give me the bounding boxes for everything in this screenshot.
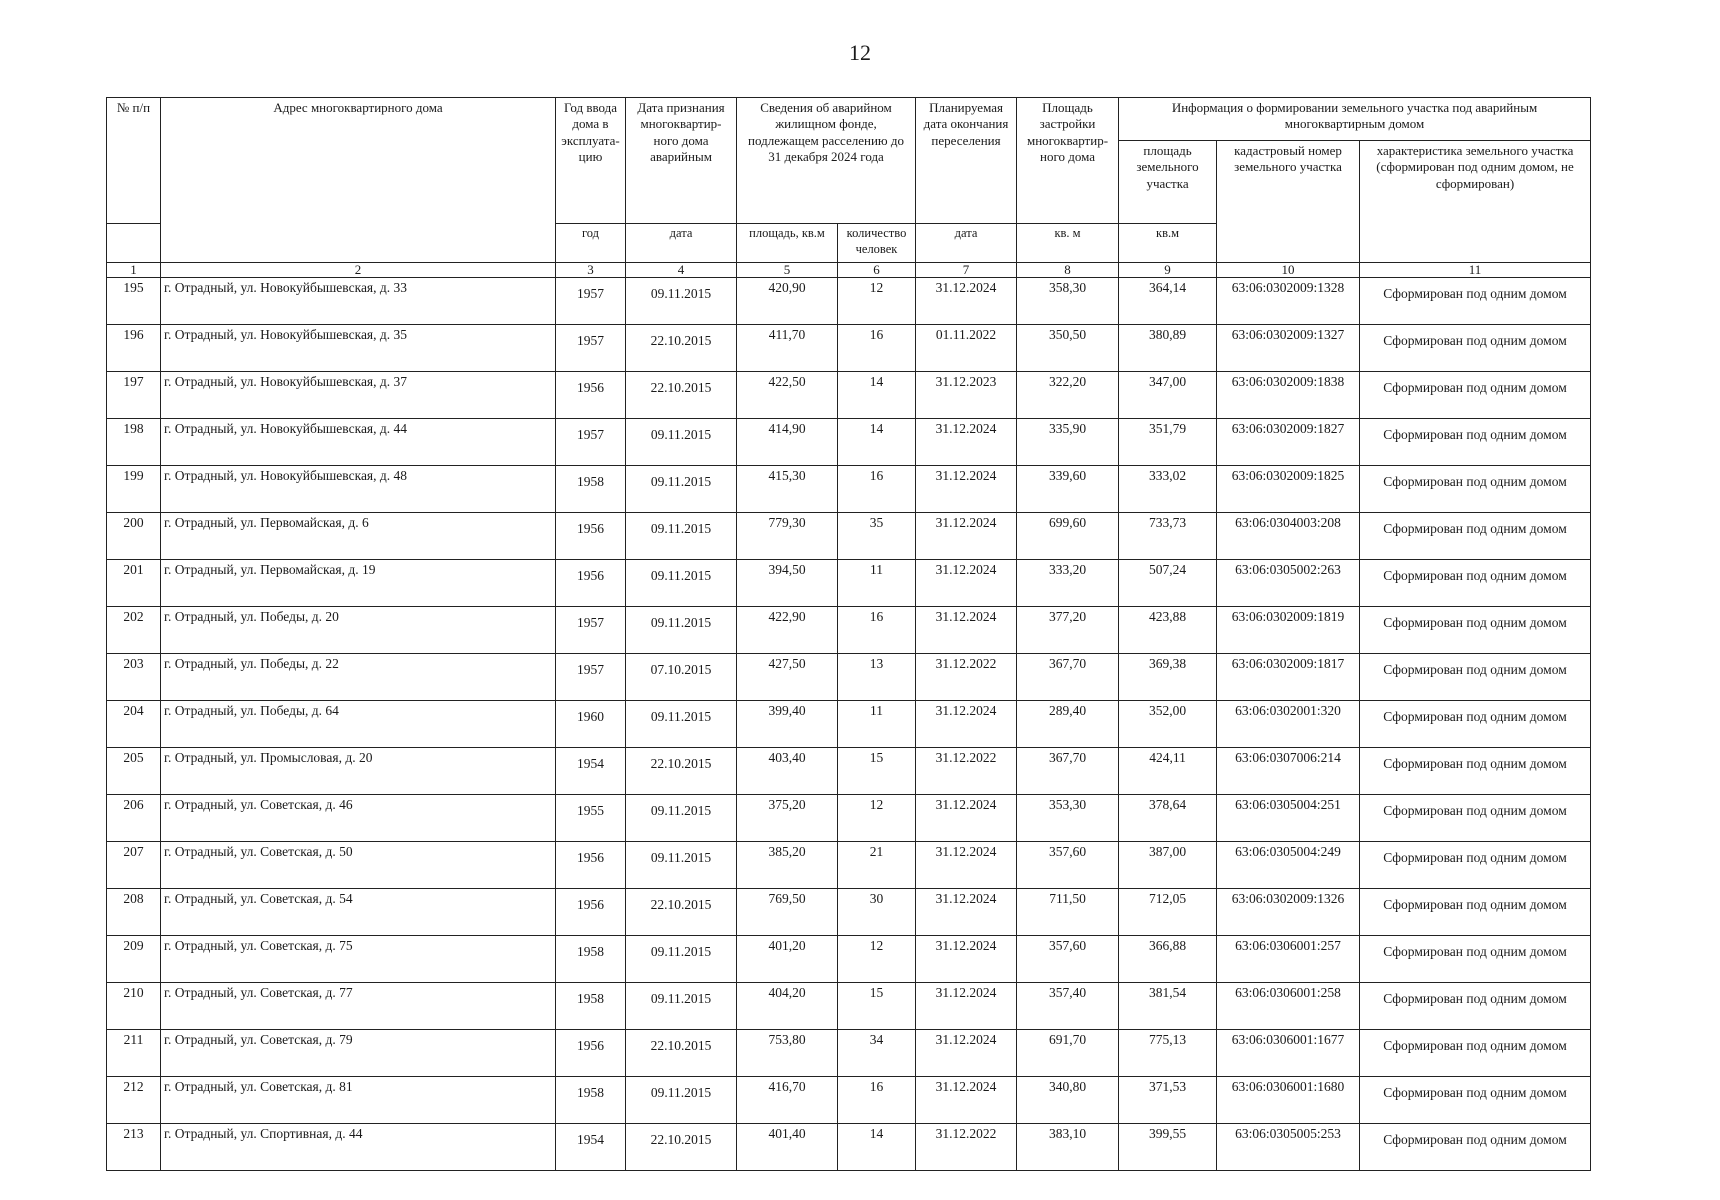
- row-number: 203: [107, 654, 161, 701]
- row-number: 199: [107, 466, 161, 513]
- unit-land-area: кв.м: [1119, 224, 1217, 263]
- land-area-cell: 775,13: [1119, 1030, 1217, 1077]
- land-area-cell: 378,64: [1119, 795, 1217, 842]
- land-area-cell: 387,00: [1119, 842, 1217, 889]
- land-area-cell: 424,11: [1119, 748, 1217, 795]
- cadastral-cell: 63:06:0305005:253: [1217, 1124, 1360, 1171]
- area-cell: 422,50: [737, 372, 838, 419]
- emergency-date-cell: 09.11.2015: [626, 795, 737, 842]
- characteristic-cell: Сформирован под одним домом: [1360, 466, 1591, 513]
- address-cell: г. Отрадный, ул. Новокуйбышевская, д. 33: [161, 278, 556, 325]
- emergency-date-cell: 09.11.2015: [626, 560, 737, 607]
- cadastral-cell: 63:06:0302009:1326: [1217, 889, 1360, 936]
- characteristic-cell: Сформирован под одним домом: [1360, 1030, 1591, 1077]
- year-cell: 1957: [556, 325, 626, 372]
- land-area-cell: 423,88: [1119, 607, 1217, 654]
- area-cell: 779,30: [737, 513, 838, 560]
- people-cell: 35: [838, 513, 916, 560]
- header-date-emergency: Дата признания многоквартир-ного дома аварийным: [626, 98, 737, 224]
- unit-area: площадь, кв.м: [737, 224, 838, 263]
- cadastral-cell: 63:06:0302009:1328: [1217, 278, 1360, 325]
- cadastral-cell: 63:06:0302009:1327: [1217, 325, 1360, 372]
- land-area-cell: 351,79: [1119, 419, 1217, 466]
- cadastral-cell: 63:06:0305002:263: [1217, 560, 1360, 607]
- planned-date-cell: 31.12.2024: [916, 607, 1017, 654]
- row-number: 213: [107, 1124, 161, 1171]
- emergency-housing-table: [106, 97, 1591, 1171]
- characteristic-cell: Сформирован под одним домом: [1360, 325, 1591, 372]
- characteristic-cell: Сформирован под одним домом: [1360, 419, 1591, 466]
- year-cell: 1958: [556, 466, 626, 513]
- unit-people: количество человек: [838, 224, 916, 263]
- unit-year: год: [556, 224, 626, 263]
- table-row: [107, 372, 1591, 419]
- area-cell: 422,90: [737, 607, 838, 654]
- area-cell: 399,40: [737, 701, 838, 748]
- header-fund: Сведения об аварийном жилищном фонде, подлежащем расселению до 31 декабря 2024 года: [737, 98, 916, 224]
- land-area-cell: 352,00: [1119, 701, 1217, 748]
- table-row: [107, 1124, 1591, 1171]
- planned-date-cell: 31.12.2022: [916, 654, 1017, 701]
- row-number: 202: [107, 607, 161, 654]
- cadastral-cell: 63:06:0306001:257: [1217, 936, 1360, 983]
- building-area-cell: 339,60: [1017, 466, 1119, 513]
- header-building-area: Площадь застройки многоквартир-ного дома: [1017, 98, 1119, 224]
- characteristic-cell: Сформирован под одним домом: [1360, 372, 1591, 419]
- table-row: [107, 1030, 1591, 1077]
- building-area-cell: 335,90: [1017, 419, 1119, 466]
- row-number: 209: [107, 936, 161, 983]
- year-cell: 1958: [556, 1077, 626, 1124]
- cadastral-cell: 63:06:0307006:214: [1217, 748, 1360, 795]
- row-number: 207: [107, 842, 161, 889]
- table-row: [107, 936, 1591, 983]
- area-cell: 404,20: [737, 983, 838, 1030]
- page-number: 12: [849, 40, 871, 65]
- people-cell: 11: [838, 701, 916, 748]
- address-cell: г. Отрадный, ул. Советская, д. 79: [161, 1030, 556, 1077]
- table-row: [107, 654, 1591, 701]
- year-cell: 1955: [556, 795, 626, 842]
- column-number: 7: [916, 263, 1017, 278]
- emergency-date-cell: 07.10.2015: [626, 654, 737, 701]
- cadastral-cell: 63:06:0302009:1825: [1217, 466, 1360, 513]
- planned-date-cell: 31.12.2024: [916, 795, 1017, 842]
- header-year: Год ввода дома в эксплуата-цию: [556, 98, 626, 224]
- land-area-cell: 733,73: [1119, 513, 1217, 560]
- planned-date-cell: 31.12.2023: [916, 372, 1017, 419]
- characteristic-cell: Сформирован под одним домом: [1360, 842, 1591, 889]
- row-number: 211: [107, 1030, 161, 1077]
- planned-date-cell: 31.12.2022: [916, 748, 1017, 795]
- land-area-cell: 364,14: [1119, 278, 1217, 325]
- column-number: 1: [107, 263, 161, 278]
- address-cell: г. Отрадный, ул. Советская, д. 50: [161, 842, 556, 889]
- emergency-date-cell: 22.10.2015: [626, 748, 737, 795]
- year-cell: 1956: [556, 372, 626, 419]
- row-number: 206: [107, 795, 161, 842]
- emergency-date-cell: 22.10.2015: [626, 325, 737, 372]
- row-number: 197: [107, 372, 161, 419]
- column-number: 6: [838, 263, 916, 278]
- address-cell: г. Отрадный, ул. Новокуйбышевская, д. 44: [161, 419, 556, 466]
- table-row: [107, 795, 1591, 842]
- characteristic-cell: Сформирован под одним домом: [1360, 513, 1591, 560]
- people-cell: 16: [838, 607, 916, 654]
- row-number: 205: [107, 748, 161, 795]
- column-number: 5: [737, 263, 838, 278]
- area-cell: 385,20: [737, 842, 838, 889]
- address-cell: г. Отрадный, ул. Новокуйбышевская, д. 35: [161, 325, 556, 372]
- column-number: 8: [1017, 263, 1119, 278]
- building-area-cell: 350,50: [1017, 325, 1119, 372]
- area-cell: 415,30: [737, 466, 838, 513]
- table-row: [107, 889, 1591, 936]
- emergency-date-cell: 09.11.2015: [626, 842, 737, 889]
- characteristic-cell: Сформирован под одним домом: [1360, 607, 1591, 654]
- building-area-cell: 357,60: [1017, 936, 1119, 983]
- land-area-cell: 712,05: [1119, 889, 1217, 936]
- people-cell: 30: [838, 889, 916, 936]
- people-cell: 15: [838, 983, 916, 1030]
- table-row: [107, 701, 1591, 748]
- building-area-cell: 367,70: [1017, 654, 1119, 701]
- row-number: 196: [107, 325, 161, 372]
- year-cell: 1958: [556, 936, 626, 983]
- table-row: [107, 466, 1591, 513]
- characteristic-cell: Сформирован под одним домом: [1360, 1124, 1591, 1171]
- unit-date: дата: [626, 224, 737, 263]
- land-area-cell: 371,53: [1119, 1077, 1217, 1124]
- people-cell: 12: [838, 278, 916, 325]
- people-cell: 21: [838, 842, 916, 889]
- building-area-cell: 289,40: [1017, 701, 1119, 748]
- planned-date-cell: 31.12.2024: [916, 983, 1017, 1030]
- cadastral-cell: 63:06:0306001:258: [1217, 983, 1360, 1030]
- planned-date-cell: 01.11.2022: [916, 325, 1017, 372]
- cadastral-cell: 63:06:0302009:1819: [1217, 607, 1360, 654]
- characteristic-cell: Сформирован под одним домом: [1360, 278, 1591, 325]
- address-cell: г. Отрадный, ул. Советская, д. 81: [161, 1077, 556, 1124]
- column-number: 11: [1360, 263, 1591, 278]
- year-cell: 1957: [556, 278, 626, 325]
- table-row: [107, 748, 1591, 795]
- people-cell: 16: [838, 325, 916, 372]
- row-number: 200: [107, 513, 161, 560]
- unit-building-area: кв. м: [1017, 224, 1119, 263]
- unit-planned-date: дата: [916, 224, 1017, 263]
- emergency-date-cell: 22.10.2015: [626, 372, 737, 419]
- cadastral-cell: 63:06:0302009:1838: [1217, 372, 1360, 419]
- characteristic-cell: Сформирован под одним домом: [1360, 983, 1591, 1030]
- table-row: [107, 513, 1591, 560]
- emergency-date-cell: 09.11.2015: [626, 701, 737, 748]
- people-cell: 12: [838, 795, 916, 842]
- row-number: 201: [107, 560, 161, 607]
- year-cell: 1960: [556, 701, 626, 748]
- land-area-cell: 366,88: [1119, 936, 1217, 983]
- unit-num-blank: [107, 224, 161, 263]
- area-cell: 401,20: [737, 936, 838, 983]
- emergency-date-cell: 09.11.2015: [626, 419, 737, 466]
- people-cell: 15: [838, 748, 916, 795]
- building-area-cell: 691,70: [1017, 1030, 1119, 1077]
- table-row: [107, 842, 1591, 889]
- people-cell: 13: [838, 654, 916, 701]
- planned-date-cell: 31.12.2024: [916, 466, 1017, 513]
- people-cell: 14: [838, 372, 916, 419]
- building-area-cell: 699,60: [1017, 513, 1119, 560]
- planned-date-cell: 31.12.2024: [916, 1030, 1017, 1077]
- planned-date-cell: 31.12.2024: [916, 560, 1017, 607]
- row-number: 198: [107, 419, 161, 466]
- area-cell: 769,50: [737, 889, 838, 936]
- year-cell: 1954: [556, 1124, 626, 1171]
- year-cell: 1957: [556, 419, 626, 466]
- address-cell: г. Отрадный, ул. Победы, д. 20: [161, 607, 556, 654]
- address-cell: г. Отрадный, ул. Победы, д. 22: [161, 654, 556, 701]
- emergency-date-cell: 09.11.2015: [626, 1077, 737, 1124]
- year-cell: 1956: [556, 513, 626, 560]
- characteristic-cell: Сформирован под одним домом: [1360, 889, 1591, 936]
- area-cell: 414,90: [737, 419, 838, 466]
- cadastral-cell: 63:06:0305004:251: [1217, 795, 1360, 842]
- column-number: 10: [1217, 263, 1360, 278]
- column-number: 9: [1119, 263, 1217, 278]
- land-area-cell: 381,54: [1119, 983, 1217, 1030]
- people-cell: 16: [838, 466, 916, 513]
- row-number: 210: [107, 983, 161, 1030]
- row-number: 212: [107, 1077, 161, 1124]
- building-area-cell: 357,60: [1017, 842, 1119, 889]
- column-number: 3: [556, 263, 626, 278]
- planned-date-cell: 31.12.2024: [916, 419, 1017, 466]
- characteristic-cell: Сформирован под одним домом: [1360, 701, 1591, 748]
- column-number: 4: [626, 263, 737, 278]
- area-cell: 394,50: [737, 560, 838, 607]
- planned-date-cell: 31.12.2024: [916, 936, 1017, 983]
- year-cell: 1958: [556, 983, 626, 1030]
- row-number: 195: [107, 278, 161, 325]
- cadastral-cell: 63:06:0302009:1827: [1217, 419, 1360, 466]
- planned-date-cell: 31.12.2024: [916, 889, 1017, 936]
- land-area-cell: 380,89: [1119, 325, 1217, 372]
- table-row: [107, 983, 1591, 1030]
- area-cell: 416,70: [737, 1077, 838, 1124]
- table-row: [107, 560, 1591, 607]
- characteristic-cell: Сформирован под одним домом: [1360, 748, 1591, 795]
- area-cell: 403,40: [737, 748, 838, 795]
- address-cell: г. Отрадный, ул. Первомайская, д. 19: [161, 560, 556, 607]
- planned-date-cell: 31.12.2024: [916, 701, 1017, 748]
- emergency-date-cell: 09.11.2015: [626, 607, 737, 654]
- cadastral-cell: 63:06:0306001:1677: [1217, 1030, 1360, 1077]
- emergency-date-cell: 09.11.2015: [626, 278, 737, 325]
- building-area-cell: 377,20: [1017, 607, 1119, 654]
- characteristic-cell: Сформирован под одним домом: [1360, 1077, 1591, 1124]
- table-row: [107, 278, 1591, 325]
- header-characteristic: характеристика земельного участка (сформирован под одним домом, не сформирован): [1360, 141, 1591, 263]
- building-area-cell: 322,20: [1017, 372, 1119, 419]
- row-number: 208: [107, 889, 161, 936]
- land-area-cell: 347,00: [1119, 372, 1217, 419]
- emergency-date-cell: 09.11.2015: [626, 513, 737, 560]
- building-area-cell: 353,30: [1017, 795, 1119, 842]
- year-cell: 1956: [556, 560, 626, 607]
- area-cell: 401,40: [737, 1124, 838, 1171]
- column-number: 2: [161, 263, 556, 278]
- building-area-cell: 358,30: [1017, 278, 1119, 325]
- area-cell: 375,20: [737, 795, 838, 842]
- building-area-cell: 357,40: [1017, 983, 1119, 1030]
- cadastral-cell: 63:06:0304003:208: [1217, 513, 1360, 560]
- table-row: [107, 607, 1591, 654]
- people-cell: 14: [838, 419, 916, 466]
- people-cell: 34: [838, 1030, 916, 1077]
- area-cell: 427,50: [737, 654, 838, 701]
- people-cell: 12: [838, 936, 916, 983]
- header-land-area: площадь земельного участка: [1119, 141, 1217, 224]
- cadastral-cell: 63:06:0302009:1817: [1217, 654, 1360, 701]
- address-cell: г. Отрадный, ул. Советская, д. 46: [161, 795, 556, 842]
- header-planned-date: Планируемая дата окончания переселения: [916, 98, 1017, 224]
- planned-date-cell: 31.12.2024: [916, 513, 1017, 560]
- year-cell: 1956: [556, 889, 626, 936]
- emergency-date-cell: 22.10.2015: [626, 1124, 737, 1171]
- table-row: [107, 419, 1591, 466]
- land-area-cell: 507,24: [1119, 560, 1217, 607]
- people-cell: 16: [838, 1077, 916, 1124]
- building-area-cell: 711,50: [1017, 889, 1119, 936]
- area-cell: 753,80: [737, 1030, 838, 1077]
- address-cell: г. Отрадный, ул. Спортивная, д. 44: [161, 1124, 556, 1171]
- land-area-cell: 333,02: [1119, 466, 1217, 513]
- land-area-cell: 369,38: [1119, 654, 1217, 701]
- cadastral-cell: 63:06:0306001:1680: [1217, 1077, 1360, 1124]
- characteristic-cell: Сформирован под одним домом: [1360, 795, 1591, 842]
- planned-date-cell: 31.12.2024: [916, 278, 1017, 325]
- address-cell: г. Отрадный, ул. Новокуйбышевская, д. 48: [161, 466, 556, 513]
- people-cell: 11: [838, 560, 916, 607]
- address-cell: г. Отрадный, ул. Первомайская, д. 6: [161, 513, 556, 560]
- address-cell: г. Отрадный, ул. Советская, д. 75: [161, 936, 556, 983]
- people-cell: 14: [838, 1124, 916, 1171]
- planned-date-cell: 31.12.2024: [916, 842, 1017, 889]
- emergency-date-cell: 09.11.2015: [626, 983, 737, 1030]
- emergency-date-cell: 09.11.2015: [626, 466, 737, 513]
- year-cell: 1957: [556, 607, 626, 654]
- address-cell: г. Отрадный, ул. Советская, д. 54: [161, 889, 556, 936]
- address-cell: г. Отрадный, ул. Победы, д. 64: [161, 701, 556, 748]
- characteristic-cell: Сформирован под одним домом: [1360, 560, 1591, 607]
- characteristic-cell: Сформирован под одним домом: [1360, 654, 1591, 701]
- year-cell: 1954: [556, 748, 626, 795]
- cadastral-cell: 63:06:0305004:249: [1217, 842, 1360, 889]
- building-area-cell: 333,20: [1017, 560, 1119, 607]
- characteristic-cell: Сформирован под одним домом: [1360, 936, 1591, 983]
- area-cell: 411,70: [737, 325, 838, 372]
- building-area-cell: 383,10: [1017, 1124, 1119, 1171]
- land-area-cell: 399,55: [1119, 1124, 1217, 1171]
- area-cell: 420,90: [737, 278, 838, 325]
- row-number: 204: [107, 701, 161, 748]
- address-cell: г. Отрадный, ул. Новокуйбышевская, д. 37: [161, 372, 556, 419]
- building-area-cell: 340,80: [1017, 1077, 1119, 1124]
- column-number-row: [107, 263, 1591, 278]
- header-num: № п/п: [107, 98, 161, 224]
- emergency-date-cell: 22.10.2015: [626, 1030, 737, 1077]
- year-cell: 1956: [556, 1030, 626, 1077]
- planned-date-cell: 31.12.2024: [916, 1077, 1017, 1124]
- year-cell: 1956: [556, 842, 626, 889]
- building-area-cell: 367,70: [1017, 748, 1119, 795]
- address-cell: г. Отрадный, ул. Советская, д. 77: [161, 983, 556, 1030]
- header-cadastral: кадастровый номер земельного участка: [1217, 141, 1360, 263]
- cadastral-cell: 63:06:0302001:320: [1217, 701, 1360, 748]
- table-row: [107, 325, 1591, 372]
- planned-date-cell: 31.12.2022: [916, 1124, 1017, 1171]
- emergency-date-cell: 22.10.2015: [626, 889, 737, 936]
- table-row: [107, 1077, 1591, 1124]
- emergency-date-cell: 09.11.2015: [626, 936, 737, 983]
- address-cell: г. Отрадный, ул. Промысловая, д. 20: [161, 748, 556, 795]
- header-address: Адрес многоквартирного дома: [161, 98, 556, 263]
- year-cell: 1957: [556, 654, 626, 701]
- header-land-info: Информация о формировании земельного участка под аварийным многоквартирным домом: [1119, 98, 1591, 141]
